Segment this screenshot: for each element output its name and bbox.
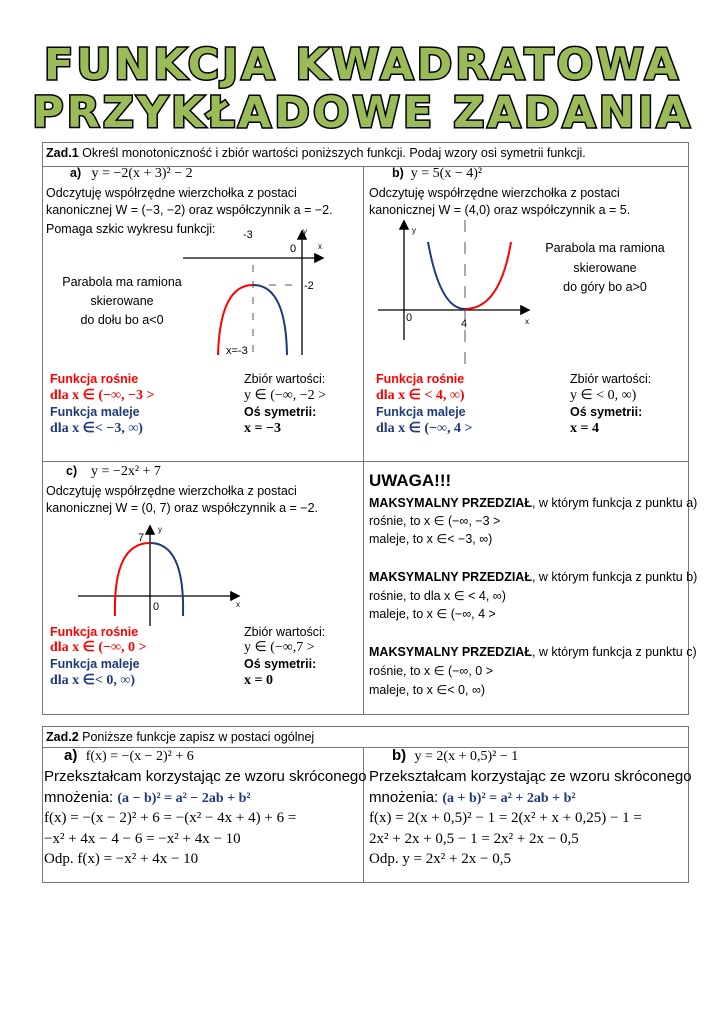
task-c-increasing: dla x ∈ (−∞, 0 > [50, 640, 147, 655]
parabola-decreasing [428, 242, 465, 309]
task-b-line1: Odczytuję współrzędne wierzchołka z postaci [369, 186, 620, 200]
zad2-label: Zad.2 [46, 730, 79, 744]
task-b-increasing: dla x ∈ < 4, ∞) [376, 388, 465, 403]
note-line: Parabola ma ramiona [545, 241, 665, 255]
zad2-a-label: a) [64, 747, 78, 764]
task-c-range: y ∈ (−∞,7 > [244, 640, 315, 655]
task-c-line2: kanonicznej W = (0, 7) oraz współczynnik a = −2. [46, 501, 319, 515]
note-line: Parabola ma ramiona [62, 275, 182, 289]
uwaga-bold: MAKSYMALNY PRZEDZIAŁ [369, 496, 532, 510]
label-x: x [525, 317, 529, 326]
task-a-decreasing: dla x ∈< −3, ∞) [50, 421, 143, 436]
uwaga-rest: , w którym funkcja z punktu c) [531, 645, 697, 659]
note-line: do dołu bo a<0 [80, 313, 164, 327]
task-a-formula: y = −2(x + 3)² − 2 [91, 166, 193, 181]
label-origin: 0 [153, 601, 160, 613]
task-c-increasing-title: Funkcja rośnie [50, 625, 139, 639]
zad2-a-answer: Odp. f(x) = −x² + 4x − 10 [44, 851, 199, 867]
task-a-range-title: Zbiór wartości: [244, 372, 326, 386]
zad2-a-line3: f(x) = −(x − 2)² + 6 = −(x² − 4x + 4) + 6 = [44, 810, 297, 826]
zad2-a-line4: −x² + 4x − 4 − 6 = −x² + 4x − 10 [44, 831, 241, 847]
task-b-range-title: Zbiór wartości: [570, 372, 652, 386]
uwaga-bold: MAKSYMALNY PRZEDZIAŁ [369, 570, 532, 584]
note-line: do góry bo a>0 [563, 280, 647, 294]
parabola-increasing [115, 543, 150, 616]
zad1-instruction: Określ monotoniczność i zbiór wartości poniższych funkcji. Podaj wzory osi symetrii funkcji. [82, 146, 586, 160]
task-b-line2: kanonicznej W = (4,0) oraz współczynnik a = 5. [369, 203, 631, 217]
task-c-line1: Odczytuję współrzędne wierzchołka z postaci [46, 484, 297, 498]
graph-b [378, 220, 529, 368]
uwaga-title: UWAGA!!! [369, 471, 452, 490]
title-line-1: FUNKCJA KWADRATOWA [44, 40, 681, 90]
label-y: y [303, 227, 307, 236]
zad2-b-line4: 2x² + 2x + 0,5 − 1 = 2x² + 2x − 0,5 [369, 831, 579, 847]
label-vertex-y: 7 [138, 532, 145, 544]
task-a-line1: Odczytuję współrzędne wierzchołka z postaci [46, 186, 297, 200]
task-c-range-title: Zbiór wartości: [244, 625, 326, 639]
label-axis: x=-3 [226, 345, 248, 357]
task-a-line3: Pomaga szkic wykresu funkcji: [46, 222, 216, 236]
task-c-formula: y = −2x² + 7 [91, 464, 161, 479]
task-c-axis: x = 0 [244, 673, 273, 688]
title-line-2: PRZYKŁADOWE ZADANIA [32, 88, 693, 138]
text: mnożenia: [44, 789, 118, 806]
task-b-axis: x = 4 [570, 421, 599, 436]
task-a-axis: x = −3 [244, 421, 281, 436]
formula: (a + b)² = a² + 2ab + b² [442, 791, 576, 806]
formula: (a − b)² = a² − 2ab + b² [117, 791, 251, 806]
task-c-axis-title: Oś symetrii: [244, 657, 317, 671]
task-b-decreasing: dla x ∈ (−∞, 4 > [376, 421, 473, 436]
zad2-instruction: Poniższe funkcje zapisz w postaci ogólnej [82, 730, 315, 744]
task-b-axis-title: Oś symetrii: [570, 405, 643, 419]
task-a-range: y ∈ (−∞, −2 > [244, 388, 327, 403]
uwaga-block-c-line2: maleje, to x ∈< 0, ∞) [369, 683, 486, 697]
label-y: y [158, 525, 162, 534]
label-vertex-x: 4 [461, 318, 468, 330]
text: mnożenia: [369, 789, 443, 806]
graph-a [183, 227, 322, 357]
parabola-decreasing [253, 285, 287, 355]
zad2-b-line3: f(x) = 2(x + 0,5)² − 1 = 2(x² + x + 0,25) − 1 = [369, 810, 642, 826]
task-a-increasing-title: Funkcja rośnie [50, 372, 139, 386]
zad1-label: Zad.1 [46, 146, 79, 160]
zad2-b-label: b) [392, 747, 407, 764]
label-vertex-x: -3 [243, 229, 253, 241]
label-y: y [412, 226, 416, 235]
uwaga-block-a-line1: rośnie, to x ∈ (−∞, −3 > [369, 514, 501, 528]
task-b-formula: y = 5(x − 4)² [410, 166, 483, 181]
label-origin: 0 [290, 243, 297, 255]
zad2-a-formula: f(x) = −(x − 2)² + 6 [85, 749, 194, 764]
task-b-increasing-title: Funkcja rośnie [376, 372, 465, 386]
task-c-label: c) [66, 464, 78, 478]
uwaga-bold: MAKSYMALNY PRZEDZIAŁ [369, 645, 532, 659]
label-x: x [236, 600, 240, 609]
uwaga-block-a-line2: maleje, to x ∈< −3, ∞) [369, 532, 493, 546]
note-line: skierowane [573, 260, 637, 275]
task-a-label: a) [70, 166, 82, 180]
label-x: x [318, 242, 322, 251]
uwaga-block-b-line1: rośnie, to dla x ∈ < 4, ∞) [369, 589, 506, 603]
task-c-decreasing-title: Funkcja maleje [50, 657, 140, 671]
zad2-b-answer: Odp. y = 2x² + 2x − 0,5 [369, 851, 511, 867]
zad2-b-formula: y = 2(x + 0,5)² − 1 [414, 749, 519, 764]
task-b-decreasing-title: Funkcja maleje [376, 405, 466, 419]
uwaga-rest: , w którym funkcja z punktu a) [531, 496, 698, 510]
task-b-range: y ∈ < 0, ∞) [570, 388, 637, 403]
task-a-increasing: dla x ∈ (−∞, −3 > [50, 388, 155, 403]
zad2-a-line1: Przekształcam korzystając ze wzoru skróconego [44, 768, 367, 785]
task-a-axis-title: Oś symetrii: [244, 405, 317, 419]
note-line: skierowane [90, 294, 154, 308]
task-b-label: b) [392, 166, 404, 180]
uwaga-block-c-line1: rośnie, to x ∈ (−∞, 0 > [369, 664, 494, 678]
task-a-decreasing-title: Funkcja maleje [50, 405, 140, 419]
task-c-decreasing: dla x ∈< 0, ∞) [50, 673, 135, 688]
task-a-line2: kanonicznej W = (−3, −2) oraz współczynnik a = −2. [46, 203, 333, 217]
label-origin: 0 [406, 312, 413, 324]
parabola-increasing [465, 242, 511, 309]
label-vertex-y: -2 [304, 280, 314, 292]
uwaga-block-b-line2: maleje, to x ∈ (−∞, 4 > [369, 607, 496, 621]
graph-c [78, 525, 240, 626]
uwaga-rest: , w którym funkcja z punktu b) [531, 570, 698, 584]
zad2-b-line1: Przekształcam korzystając ze wzoru skróconego [369, 768, 692, 785]
